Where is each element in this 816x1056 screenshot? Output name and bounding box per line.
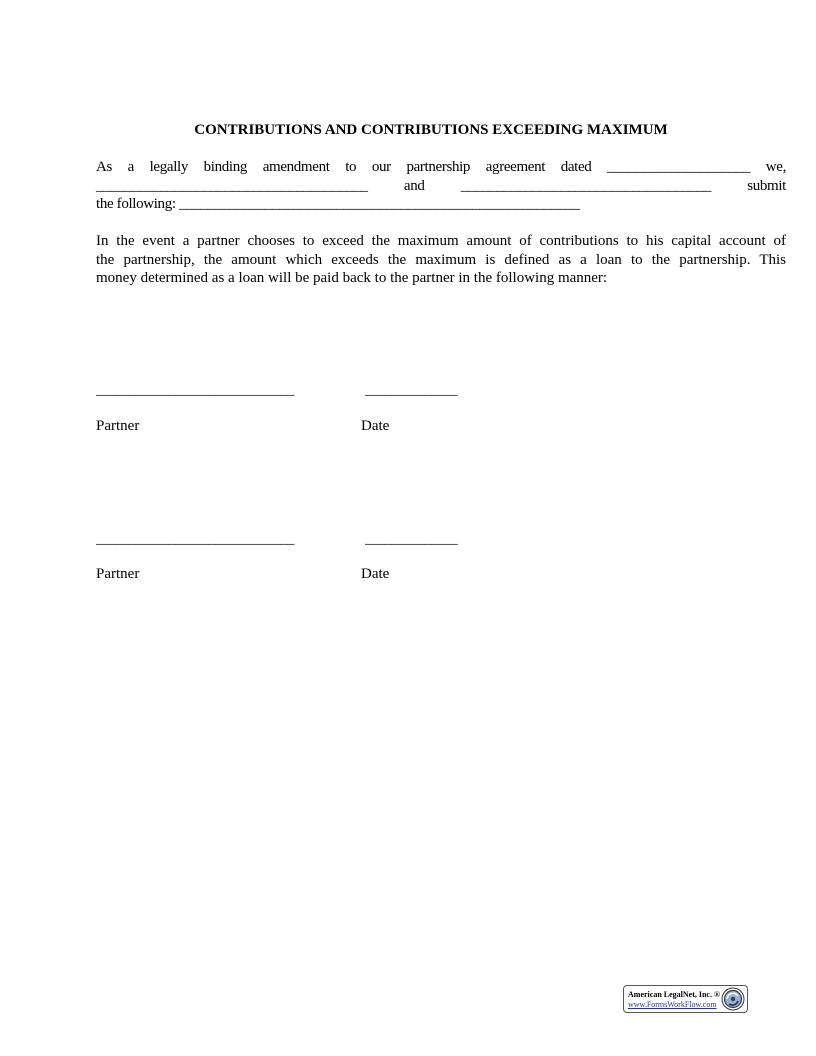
partner-signature-line[interactable]: ______________________________ — [96, 383, 295, 398]
partner-signature-line[interactable]: ______________________________ — [96, 532, 295, 547]
date-label: Date — [361, 566, 390, 582]
footer-company: American LegalNet, Inc. ® — [628, 990, 720, 999]
paragraph-line: In the event a partner chooses to exceed the maximum amount of contributions to his capital account of — [96, 233, 786, 249]
paragraph-line: As a legally binding amendment to our partnership agreement dated ____________________ we, — [96, 159, 786, 175]
date-signature-line[interactable]: ______________ — [365, 383, 458, 398]
page-title: CONTRIBUTIONS AND CONTRIBUTIONS EXCEEDING MAXIMUM — [194, 122, 668, 138]
paragraph-line: the following: ________________________________________________________ — [96, 196, 580, 213]
amendment-paragraph — [96, 158, 786, 214]
partner-label: Partner — [96, 566, 140, 582]
paragraph-line: money determined as a loan will be paid back to the partner in the following manner: — [96, 270, 608, 287]
footer-badge[interactable] — [623, 985, 748, 1013]
loan-paragraph — [96, 232, 786, 288]
partner-label: Partner — [96, 418, 140, 434]
paragraph-line: ______________________________________ and ___________________________________ submit — [96, 177, 786, 194]
date-label: Date — [361, 418, 390, 434]
date-signature-line[interactable]: ______________ — [365, 532, 458, 547]
paragraph-line: the partnership, the amount which exceeds the maximum is defined as a loan to the partnership. This — [96, 251, 786, 268]
footer-url-link[interactable]: www.FormsWorkFlow.com — [628, 1000, 717, 1009]
globe-logo-icon — [721, 987, 745, 1011]
